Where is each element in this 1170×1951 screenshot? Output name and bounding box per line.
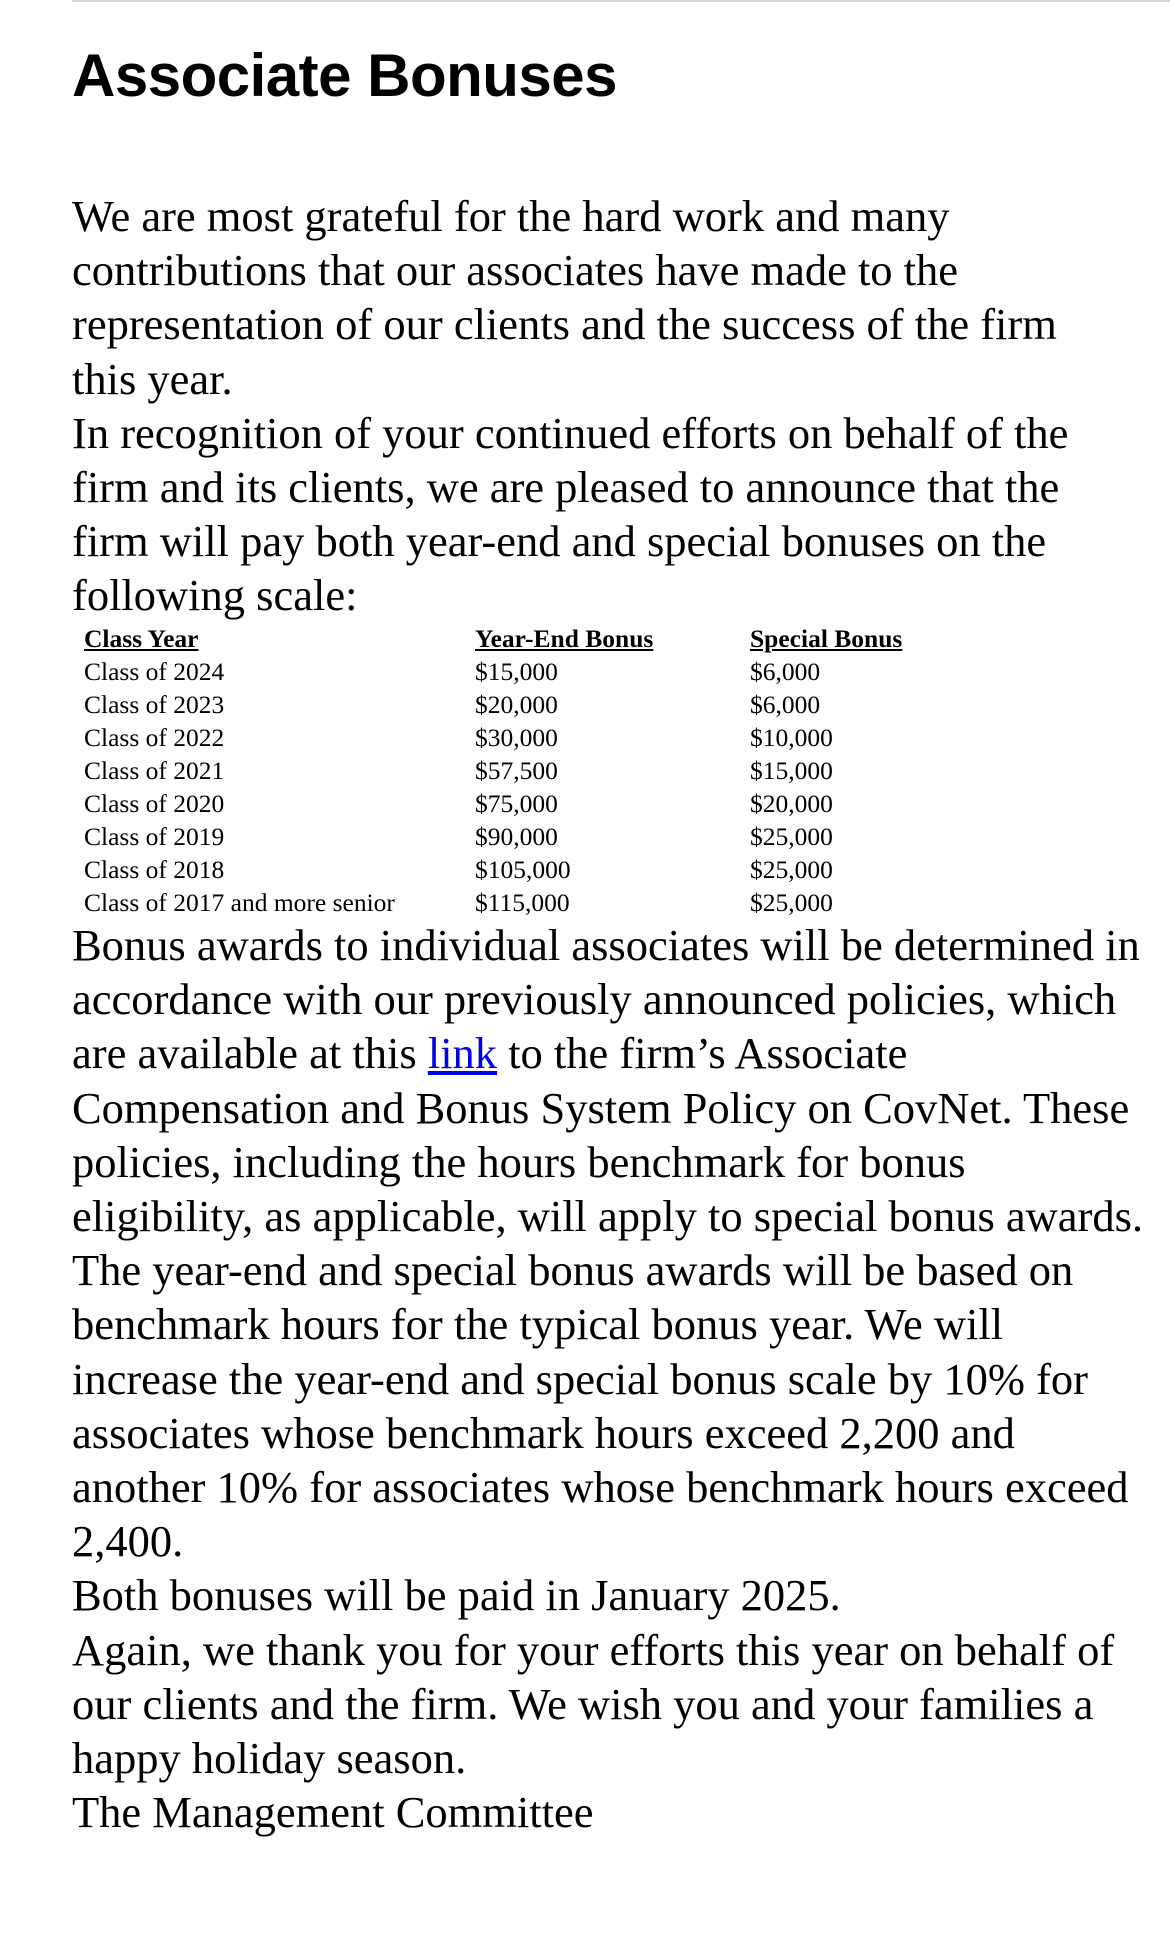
cell-class-year: Class of 2020 [84, 789, 225, 818]
table-row [84, 688, 950, 721]
policy-link[interactable]: link [427, 1028, 498, 1079]
cell-special-bonus: $25,000 [750, 822, 833, 851]
cell-class-year: Class of 2022 [84, 723, 225, 752]
cell-year-end-bonus: $90,000 [475, 822, 558, 851]
cell-special-bonus: $25,000 [750, 855, 833, 884]
top-divider [72, 0, 1170, 2]
header-class-year: Class Year [84, 624, 199, 653]
intro-paragraph-announcement: In recognition of your continued efforts on behalf of the firm and its clients, we are pleased to announce that the firm will pay both year-end and special bonuses on the following scale: [72, 407, 1069, 621]
cell-class-year: Class of 2017 and more senior [84, 888, 395, 917]
table-row [84, 886, 950, 919]
table-header-row [84, 622, 950, 655]
payment-date-paragraph: Both bonuses will be paid in January 2025. [72, 1570, 841, 1621]
cell-special-bonus: $25,000 [750, 888, 833, 917]
signature: The Management Committee [72, 1787, 594, 1838]
header-year-end-bonus: Year-End Bonus [475, 624, 654, 653]
cell-special-bonus: $6,000 [750, 657, 821, 686]
table-row [84, 721, 950, 754]
cell-year-end-bonus: $105,000 [475, 855, 571, 884]
policy-section [72, 918, 1152, 1839]
cell-class-year: Class of 2018 [84, 855, 225, 884]
cell-class-year: Class of 2024 [84, 657, 225, 686]
cell-class-year: Class of 2023 [84, 690, 225, 719]
policy-text-after-link: to the firm’s Associate Compensation and Bonus System Policy on CovNet. These policies, including the hours benchmark for bonus eligibility, as applicable, will apply to special bonus awards. The year-end and special bonus awards will be based on benchmark hours for the typical bonus year. We will increase the year-end and special bonus scale by 10% for associates whose benchmark hours exceed 2,200 and another 10% for associates whose benchmark hours exceed 2,400. [72, 1028, 1144, 1567]
cell-year-end-bonus: $75,000 [475, 789, 558, 818]
table-row [84, 820, 950, 853]
cell-year-end-bonus: $57,500 [475, 756, 558, 785]
header-special-bonus: Special Bonus [750, 624, 903, 653]
cell-class-year: Class of 2019 [84, 822, 225, 851]
cell-year-end-bonus: $30,000 [475, 723, 558, 752]
cell-year-end-bonus: $15,000 [475, 657, 558, 686]
intro-paragraph-gratitude: We are most grateful for the hard work and many contributions that our associates have made to the representation of our clients and the success of the firm this year. [72, 191, 1057, 404]
closing-paragraph: Again, we thank you for your efforts this year on behalf of our clients and the firm. We wish you and your families a happy holiday season. [72, 1624, 1115, 1784]
cell-year-end-bonus: $20,000 [475, 690, 558, 719]
cell-special-bonus: $6,000 [750, 690, 821, 719]
cell-special-bonus: $20,000 [750, 789, 833, 818]
cell-special-bonus: $15,000 [750, 756, 833, 785]
table-row [84, 655, 950, 688]
table-row [84, 787, 950, 820]
cell-special-bonus: $10,000 [750, 723, 833, 752]
cell-year-end-bonus: $115,000 [475, 888, 570, 917]
page-title: Associate Bonuses [72, 42, 618, 109]
table-row [84, 754, 950, 787]
table-row [84, 853, 950, 886]
cell-class-year: Class of 2021 [84, 756, 225, 785]
intro-section [72, 189, 1112, 623]
policy-text-before-link: Bonus awards to individual associates will be determined in accordance with our previously announced policies, which are available at this [72, 920, 1140, 1079]
policy-paragraph [72, 918, 1152, 1568]
bonus-scale-table [84, 622, 950, 919]
